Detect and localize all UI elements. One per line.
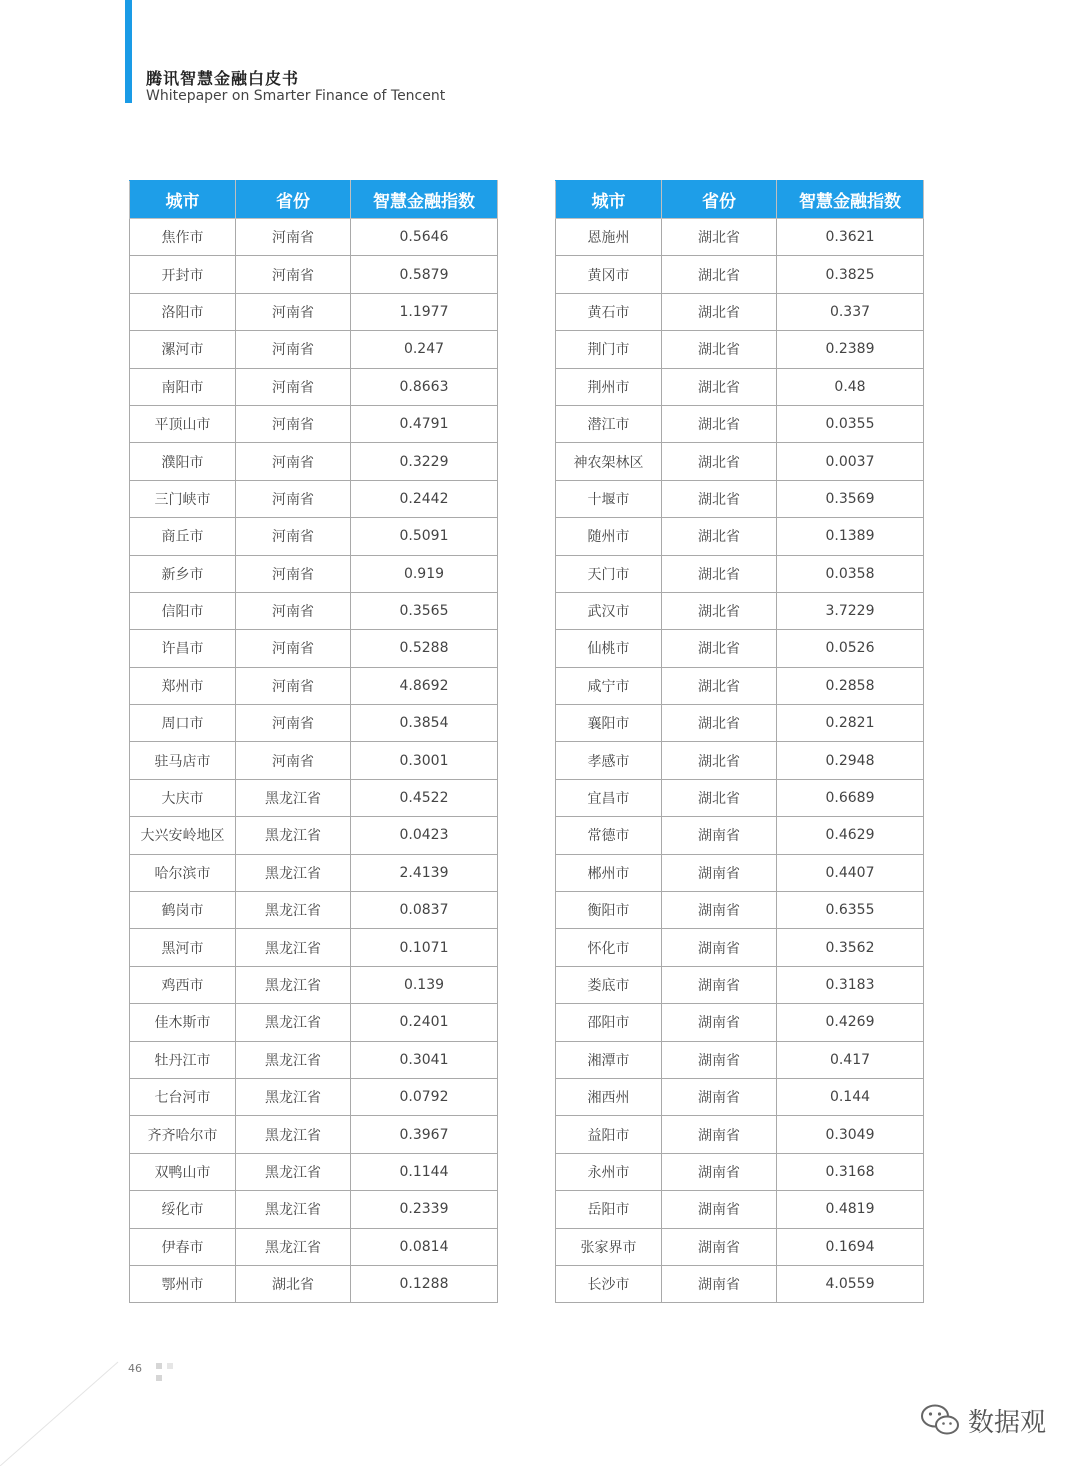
table-row	[130, 256, 498, 293]
table-row	[556, 742, 924, 779]
table-row	[130, 592, 498, 629]
province-cell: 黑龙江省	[236, 1004, 351, 1041]
table-row	[556, 1265, 924, 1302]
province-cell: 河南省	[236, 742, 351, 779]
index-value-cell: 0.1694	[777, 1228, 924, 1265]
city-cell: 仙桃市	[556, 630, 662, 667]
province-cell: 河南省	[236, 705, 351, 742]
city-cell: 郑州市	[130, 667, 236, 704]
index-value-cell: 0.48	[777, 368, 924, 405]
city-cell: 咸宁市	[556, 667, 662, 704]
table-row	[556, 1191, 924, 1228]
page-number-square	[156, 1375, 162, 1381]
province-cell: 湖北省	[662, 480, 777, 517]
city-cell: 郴州市	[556, 854, 662, 891]
province-cell: 河南省	[236, 256, 351, 293]
city-cell: 大庆市	[130, 779, 236, 816]
table-row	[556, 929, 924, 966]
index-value-cell: 0.4522	[351, 779, 498, 816]
city-cell: 孝感市	[556, 742, 662, 779]
index-value-cell: 0.5646	[351, 219, 498, 256]
index-value-cell: 2.4139	[351, 854, 498, 891]
city-cell: 鄂州市	[130, 1265, 236, 1302]
province-cell: 湖北省	[662, 219, 777, 256]
province-cell: 湖北省	[662, 518, 777, 555]
table-row	[130, 1041, 498, 1078]
province-cell: 湖南省	[662, 1041, 777, 1078]
index-value-cell: 0.4819	[777, 1191, 924, 1228]
province-cell: 河南省	[236, 331, 351, 368]
table-row	[556, 1228, 924, 1265]
province-cell: 河南省	[236, 518, 351, 555]
province-cell: 黑龙江省	[236, 1078, 351, 1115]
province-cell: 黑龙江省	[236, 929, 351, 966]
province-cell: 黑龙江省	[236, 1116, 351, 1153]
province-cell: 湖北省	[662, 705, 777, 742]
table-row	[556, 405, 924, 442]
index-value-cell: 0.4791	[351, 405, 498, 442]
city-cell: 潜江市	[556, 405, 662, 442]
province-cell: 河南省	[236, 592, 351, 629]
watermark	[920, 1400, 1046, 1440]
table-row	[130, 1004, 498, 1041]
province-cell: 河南省	[236, 219, 351, 256]
index-value-cell: 3.7229	[777, 592, 924, 629]
wechat-icon	[920, 1403, 960, 1437]
table-row	[130, 892, 498, 929]
province-cell: 湖北省	[662, 630, 777, 667]
index-value-cell: 0.2401	[351, 1004, 498, 1041]
province-cell: 湖南省	[662, 1191, 777, 1228]
index-value-cell: 0.3562	[777, 929, 924, 966]
index-value-cell: 0.1071	[351, 929, 498, 966]
table-row	[130, 219, 498, 256]
index-table-right	[555, 180, 924, 1303]
table-row	[556, 331, 924, 368]
index-value-cell: 0.417	[777, 1041, 924, 1078]
index-value-cell: 0.0814	[351, 1228, 498, 1265]
city-cell: 怀化市	[556, 929, 662, 966]
city-cell: 周口市	[130, 705, 236, 742]
table-row	[556, 705, 924, 742]
table-row	[130, 368, 498, 405]
city-cell: 黄石市	[556, 293, 662, 330]
table-row	[556, 293, 924, 330]
city-cell: 漯河市	[130, 331, 236, 368]
city-cell: 佳木斯市	[130, 1004, 236, 1041]
index-value-cell: 0.2389	[777, 331, 924, 368]
city-cell: 齐齐哈尔市	[130, 1116, 236, 1153]
city-cell: 驻马店市	[130, 742, 236, 779]
index-value-cell: 0.3049	[777, 1116, 924, 1153]
index-value-cell: 0.337	[777, 293, 924, 330]
province-cell: 湖北省	[236, 1265, 351, 1302]
index-value-cell: 0.3825	[777, 256, 924, 293]
province-cell: 黑龙江省	[236, 1041, 351, 1078]
city-cell: 神农架林区	[556, 443, 662, 480]
province-cell: 湖南省	[662, 1004, 777, 1041]
index-value-cell: 0.3183	[777, 966, 924, 1003]
city-cell: 鸡西市	[130, 966, 236, 1003]
city-cell: 焦作市	[130, 219, 236, 256]
city-cell: 荆门市	[556, 331, 662, 368]
index-value-cell: 0.3168	[777, 1153, 924, 1190]
table-row	[130, 518, 498, 555]
city-cell: 邵阳市	[556, 1004, 662, 1041]
index-value-cell: 0.2948	[777, 742, 924, 779]
table-row	[556, 892, 924, 929]
province-cell: 湖南省	[662, 1078, 777, 1115]
city-cell: 随州市	[556, 518, 662, 555]
column-header-index: 智慧金融指数	[777, 181, 924, 219]
city-cell: 宜昌市	[556, 779, 662, 816]
province-cell: 湖北省	[662, 667, 777, 704]
index-value-cell: 0.0423	[351, 817, 498, 854]
table-row	[556, 966, 924, 1003]
province-cell: 湖南省	[662, 966, 777, 1003]
province-cell: 黑龙江省	[236, 892, 351, 929]
index-value-cell: 0.139	[351, 966, 498, 1003]
province-cell: 湖北省	[662, 555, 777, 592]
index-value-cell: 0.2821	[777, 705, 924, 742]
province-cell: 黑龙江省	[236, 966, 351, 1003]
province-cell: 黑龙江省	[236, 1191, 351, 1228]
index-value-cell: 0.919	[351, 555, 498, 592]
table-row	[130, 817, 498, 854]
index-value-cell: 0.2858	[777, 667, 924, 704]
city-cell: 永州市	[556, 1153, 662, 1190]
index-value-cell: 0.2442	[351, 480, 498, 517]
province-cell: 湖北省	[662, 779, 777, 816]
page-number-square	[167, 1363, 173, 1369]
province-cell: 湖南省	[662, 892, 777, 929]
table-row	[130, 1116, 498, 1153]
city-cell: 恩施州	[556, 219, 662, 256]
index-value-cell: 0.144	[777, 1078, 924, 1115]
province-cell: 河南省	[236, 630, 351, 667]
province-cell: 湖南省	[662, 854, 777, 891]
table-row	[556, 592, 924, 629]
page-number-square	[156, 1363, 162, 1369]
city-cell: 南阳市	[130, 368, 236, 405]
page-number: 46	[128, 1362, 142, 1375]
index-value-cell: 0.3854	[351, 705, 498, 742]
city-cell: 信阳市	[130, 592, 236, 629]
province-cell: 湖南省	[662, 1153, 777, 1190]
document-subtitle: Whitepaper on Smarter Finance of Tencent	[146, 88, 446, 104]
city-cell: 荆州市	[556, 368, 662, 405]
city-cell: 益阳市	[556, 1116, 662, 1153]
index-value-cell: 4.0559	[777, 1265, 924, 1302]
table-row	[556, 256, 924, 293]
index-value-cell: 0.6355	[777, 892, 924, 929]
city-cell: 岳阳市	[556, 1191, 662, 1228]
province-cell: 湖南省	[662, 929, 777, 966]
document-title: 腾讯智慧金融白皮书	[146, 69, 300, 88]
index-value-cell: 1.1977	[351, 293, 498, 330]
table-row	[130, 667, 498, 704]
column-header-city: 城市	[130, 181, 236, 219]
table-row	[130, 1265, 498, 1302]
column-header-province: 省份	[662, 181, 777, 219]
province-cell: 湖北省	[662, 742, 777, 779]
table-row	[130, 705, 498, 742]
column-header-index: 智慧金融指数	[351, 181, 498, 219]
table-row	[556, 443, 924, 480]
city-cell: 三门峡市	[130, 480, 236, 517]
index-value-cell: 0.0358	[777, 555, 924, 592]
city-cell: 张家界市	[556, 1228, 662, 1265]
province-cell: 河南省	[236, 480, 351, 517]
table-row	[556, 480, 924, 517]
index-value-cell: 0.6689	[777, 779, 924, 816]
index-value-cell: 0.3041	[351, 1041, 498, 1078]
province-cell: 黑龙江省	[236, 779, 351, 816]
city-cell: 常德市	[556, 817, 662, 854]
table-row	[130, 1228, 498, 1265]
index-value-cell: 0.4629	[777, 817, 924, 854]
table-row	[130, 630, 498, 667]
index-value-cell: 0.3229	[351, 443, 498, 480]
index-value-cell: 0.0837	[351, 892, 498, 929]
index-value-cell: 0.4269	[777, 1004, 924, 1041]
column-header-city: 城市	[556, 181, 662, 219]
province-cell: 河南省	[236, 555, 351, 592]
city-cell: 大兴安岭地区	[130, 817, 236, 854]
index-value-cell: 0.0037	[777, 443, 924, 480]
city-cell: 武汉市	[556, 592, 662, 629]
province-cell: 黑龙江省	[236, 817, 351, 854]
city-cell: 天门市	[556, 555, 662, 592]
city-cell: 濮阳市	[130, 443, 236, 480]
table-row	[556, 219, 924, 256]
city-cell: 商丘市	[130, 518, 236, 555]
table-row	[130, 480, 498, 517]
province-cell: 河南省	[236, 443, 351, 480]
index-value-cell: 0.0355	[777, 405, 924, 442]
index-value-cell: 0.5091	[351, 518, 498, 555]
index-value-cell: 4.8692	[351, 667, 498, 704]
index-value-cell: 0.5879	[351, 256, 498, 293]
watermark-text: 数据观	[968, 1407, 1047, 1438]
index-value-cell: 0.3565	[351, 592, 498, 629]
index-value-cell: 0.3967	[351, 1116, 498, 1153]
index-value-cell: 0.5288	[351, 630, 498, 667]
table-row	[556, 518, 924, 555]
city-cell: 伊春市	[130, 1228, 236, 1265]
city-cell: 衡阳市	[556, 892, 662, 929]
province-cell: 湖北省	[662, 293, 777, 330]
province-cell: 湖南省	[662, 817, 777, 854]
city-cell: 七台河市	[130, 1078, 236, 1115]
table-row	[556, 1041, 924, 1078]
index-value-cell: 0.3001	[351, 742, 498, 779]
city-cell: 娄底市	[556, 966, 662, 1003]
table-row	[130, 443, 498, 480]
table-row	[556, 555, 924, 592]
table-row	[130, 929, 498, 966]
city-cell: 开封市	[130, 256, 236, 293]
table-row	[130, 1191, 498, 1228]
table-header-row	[130, 181, 498, 219]
table-row	[556, 1078, 924, 1115]
city-cell: 黑河市	[130, 929, 236, 966]
city-cell: 长沙市	[556, 1265, 662, 1302]
province-cell: 河南省	[236, 405, 351, 442]
table-row	[556, 1153, 924, 1190]
province-cell: 湖北省	[662, 592, 777, 629]
table-row	[130, 405, 498, 442]
city-cell: 十堰市	[556, 480, 662, 517]
table-row	[130, 331, 498, 368]
index-value-cell: 0.2339	[351, 1191, 498, 1228]
table-row	[130, 555, 498, 592]
table-row	[130, 742, 498, 779]
province-cell: 湖南省	[662, 1228, 777, 1265]
index-value-cell: 0.8663	[351, 368, 498, 405]
city-cell: 黄冈市	[556, 256, 662, 293]
table-row	[556, 667, 924, 704]
city-cell: 牡丹江市	[130, 1041, 236, 1078]
index-value-cell: 0.0526	[777, 630, 924, 667]
province-cell: 湖北省	[662, 405, 777, 442]
city-cell: 哈尔滨市	[130, 854, 236, 891]
table-row	[130, 854, 498, 891]
table-row	[556, 1004, 924, 1041]
city-cell: 洛阳市	[130, 293, 236, 330]
index-value-cell: 0.1144	[351, 1153, 498, 1190]
province-cell: 黑龙江省	[236, 854, 351, 891]
table-row	[556, 817, 924, 854]
city-cell: 平顶山市	[130, 405, 236, 442]
province-cell: 黑龙江省	[236, 1153, 351, 1190]
table-row	[556, 854, 924, 891]
table-header-row	[556, 181, 924, 219]
province-cell: 黑龙江省	[236, 1228, 351, 1265]
city-cell: 新乡市	[130, 555, 236, 592]
province-cell: 湖北省	[662, 368, 777, 405]
index-value-cell: 0.0792	[351, 1078, 498, 1115]
city-cell: 许昌市	[130, 630, 236, 667]
table-row	[556, 630, 924, 667]
city-cell: 绥化市	[130, 1191, 236, 1228]
table-row	[130, 779, 498, 816]
index-value-cell: 0.1389	[777, 518, 924, 555]
province-cell: 湖北省	[662, 443, 777, 480]
city-cell: 湘西州	[556, 1078, 662, 1115]
table-row	[130, 1153, 498, 1190]
province-cell: 湖北省	[662, 331, 777, 368]
index-value-cell: 0.247	[351, 331, 498, 368]
index-value-cell: 0.3569	[777, 480, 924, 517]
index-value-cell: 0.4407	[777, 854, 924, 891]
city-cell: 双鸭山市	[130, 1153, 236, 1190]
province-cell: 河南省	[236, 368, 351, 405]
table-row	[556, 779, 924, 816]
table-row	[130, 966, 498, 1003]
province-cell: 河南省	[236, 667, 351, 704]
table-row	[130, 293, 498, 330]
index-value-cell: 0.3621	[777, 219, 924, 256]
city-cell: 湘潭市	[556, 1041, 662, 1078]
index-value-cell: 0.1288	[351, 1265, 498, 1302]
table-row	[130, 1078, 498, 1115]
column-header-province: 省份	[236, 181, 351, 219]
province-cell: 湖南省	[662, 1265, 777, 1302]
table-row	[556, 1116, 924, 1153]
index-table-left	[129, 180, 498, 1303]
table-row	[556, 368, 924, 405]
province-cell: 湖南省	[662, 1116, 777, 1153]
header-accent-bar	[125, 0, 132, 103]
province-cell: 河南省	[236, 293, 351, 330]
city-cell: 襄阳市	[556, 705, 662, 742]
city-cell: 鹤岗市	[130, 892, 236, 929]
province-cell: 湖北省	[662, 256, 777, 293]
